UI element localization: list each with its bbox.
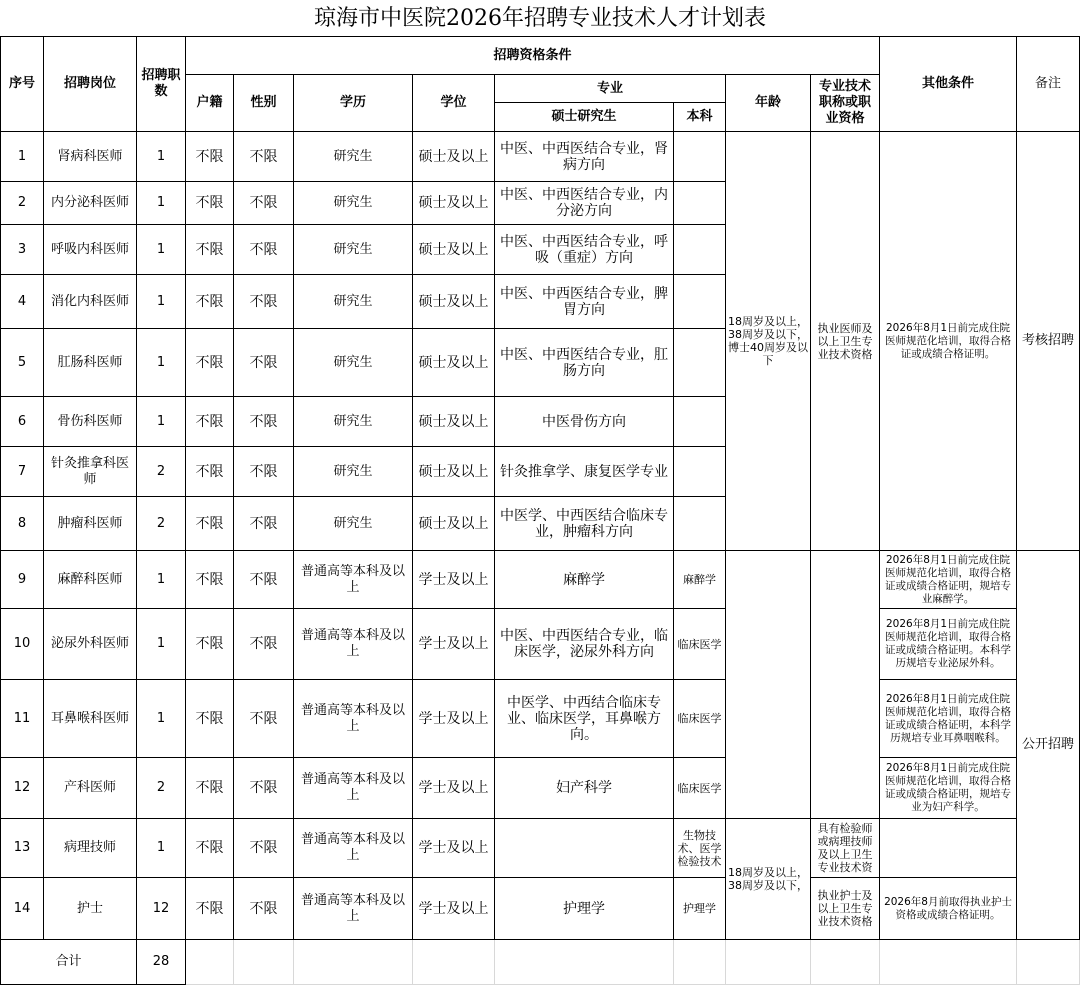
cell-gender: 不限	[234, 182, 294, 225]
cell-bachelor: 临床医学	[674, 758, 726, 819]
header-qualification: 专业技术职称或职业资格	[811, 75, 880, 132]
cell-age-tech-nurse: 18周岁及以上，38周岁及以下，	[726, 819, 811, 940]
empty-cell	[186, 940, 234, 985]
cell-degree: 学士及以上	[413, 819, 495, 878]
cell-qualification-nurse: 执业护士及以上卫生专业技术资格	[811, 878, 880, 940]
cell-gender: 不限	[234, 397, 294, 447]
cell-qualification-doctors-cont	[811, 551, 880, 819]
header-conditions: 招聘资格条件	[186, 37, 880, 75]
cell-count: 1	[137, 225, 186, 275]
cell-hukou: 不限	[186, 758, 234, 819]
cell-education: 普通高等本科及以上	[294, 878, 413, 940]
cell-seq: 14	[1, 878, 44, 940]
cell-bachelor: 临床医学	[674, 609, 726, 680]
cell-major: 中医、中西医结合专业，内分泌方向	[495, 182, 674, 225]
cell-major: 麻醉学	[495, 551, 674, 609]
cell-hukou: 不限	[186, 680, 234, 758]
cell-gender: 不限	[234, 132, 294, 182]
cell-major: 中医学、中西医结合临床专业，肿瘤科方向	[495, 497, 674, 551]
cell-hukou: 不限	[186, 819, 234, 878]
empty-cell	[880, 940, 1017, 985]
header-degree: 学位	[413, 75, 495, 132]
cell-major: 中医、中西医结合专业，肛肠方向	[495, 329, 674, 397]
cell-major	[495, 819, 674, 878]
cell-bachelor	[674, 132, 726, 182]
cell-post: 肿瘤科医师	[44, 497, 137, 551]
empty-cell	[413, 940, 495, 985]
cell-post: 肾病科医师	[44, 132, 137, 182]
empty-cell	[234, 940, 294, 985]
cell-degree: 硕士及以上	[413, 275, 495, 329]
cell-bachelor	[674, 497, 726, 551]
cell-education: 普通高等本科及以上	[294, 680, 413, 758]
cell-major: 妇产科学	[495, 758, 674, 819]
cell-degree: 学士及以上	[413, 878, 495, 940]
cell-education: 普通高等本科及以上	[294, 758, 413, 819]
cell-seq: 9	[1, 551, 44, 609]
cell-seq: 5	[1, 329, 44, 397]
cell-age-doctors-cont	[726, 551, 811, 819]
cell-degree: 学士及以上	[413, 551, 495, 609]
cell-count: 1	[137, 329, 186, 397]
cell-major: 护理学	[495, 878, 674, 940]
cell-bachelor	[674, 447, 726, 497]
cell-seq: 2	[1, 182, 44, 225]
cell-seq: 1	[1, 132, 44, 182]
cell-count: 2	[137, 758, 186, 819]
cell-count: 2	[137, 497, 186, 551]
cell-count: 1	[137, 397, 186, 447]
cell-education: 研究生	[294, 397, 413, 447]
cell-bachelor: 护理学	[674, 878, 726, 940]
cell-bachelor: 临床医学	[674, 680, 726, 758]
table-row	[1, 551, 1080, 609]
cell-degree: 硕士及以上	[413, 497, 495, 551]
cell-bachelor	[674, 329, 726, 397]
cell-seq: 13	[1, 819, 44, 878]
cell-seq: 7	[1, 447, 44, 497]
cell-degree: 硕士及以上	[413, 132, 495, 182]
cell-degree: 硕士及以上	[413, 397, 495, 447]
recruitment-table	[0, 36, 1080, 985]
cell-bachelor: 麻醉学	[674, 551, 726, 609]
empty-cell	[495, 940, 674, 985]
cell-post: 骨伤科医师	[44, 397, 137, 447]
cell-major: 中医、中西医结合专业，呼吸（重症）方向	[495, 225, 674, 275]
header-major: 专业	[495, 75, 726, 103]
table-row	[1, 758, 1080, 819]
cell-hukou: 不限	[186, 551, 234, 609]
cell-education: 研究生	[294, 329, 413, 397]
cell-other-row9: 2026年8月1日前完成住院医师规范化培训，取得合格证或成绩合格证明，规培专业麻醉学。	[880, 551, 1017, 609]
cell-remark-assessment: 考核招聘	[1017, 132, 1080, 551]
cell-seq: 6	[1, 397, 44, 447]
cell-degree: 学士及以上	[413, 680, 495, 758]
header-other: 其他条件	[880, 37, 1017, 132]
cell-post: 内分泌科医师	[44, 182, 137, 225]
cell-qualification-pathology: 具有检验师或病理技师及以上卫生专业技术资	[811, 819, 880, 878]
cell-hukou: 不限	[186, 397, 234, 447]
header-education: 学历	[294, 75, 413, 132]
page-title: 琼海市中医院2026年招聘专业技术人才计划表	[314, 6, 766, 31]
header-seq: 序号	[1, 37, 44, 132]
cell-post: 肛肠科医师	[44, 329, 137, 397]
cell-gender: 不限	[234, 819, 294, 878]
cell-degree: 学士及以上	[413, 609, 495, 680]
cell-other-group: 2026年8月1日前完成住院医师规范化培训，取得合格证或成绩合格证明。	[880, 132, 1017, 551]
cell-gender: 不限	[234, 329, 294, 397]
cell-bachelor	[674, 225, 726, 275]
cell-bachelor	[674, 397, 726, 447]
cell-gender: 不限	[234, 758, 294, 819]
cell-other-row10: 2026年8月1日前完成住院医师规范化培训，取得合格证或成绩合格证明。本科学历规培专业泌尿外科。	[880, 609, 1017, 680]
cell-post: 护士	[44, 878, 137, 940]
empty-cell	[674, 940, 726, 985]
cell-remark-open: 公开招聘	[1017, 551, 1080, 940]
cell-age-doctors: 18周岁及以上，38周岁及以下，博士40周岁及以下	[726, 132, 811, 551]
cell-other-row11: 2026年8月1日前完成住院医师规范化培训，取得合格证或成绩合格证明，本科学历规培专业耳鼻咽喉科。	[880, 680, 1017, 758]
empty-cell	[294, 940, 413, 985]
cell-seq: 3	[1, 225, 44, 275]
cell-post: 泌尿外科医师	[44, 609, 137, 680]
cell-qualification-doctors: 执业医师及以上卫生专业技术资格	[811, 132, 880, 551]
table-row	[1, 680, 1080, 758]
cell-degree: 硕士及以上	[413, 225, 495, 275]
cell-post: 麻醉科医师	[44, 551, 137, 609]
table-row	[1, 819, 1080, 878]
cell-other-row12: 2026年8月1日前完成住院医师规范化培训，取得合格证或成绩合格证明，规培专业为妇产科学。	[880, 758, 1017, 819]
cell-major: 中医、中西医结合专业，临床医学，泌尿外科方向	[495, 609, 674, 680]
cell-gender: 不限	[234, 609, 294, 680]
cell-post: 针灸推拿科医师	[44, 447, 137, 497]
cell-count: 12	[137, 878, 186, 940]
cell-education: 普通高等本科及以上	[294, 551, 413, 609]
cell-seq: 4	[1, 275, 44, 329]
cell-education: 研究生	[294, 275, 413, 329]
cell-education: 研究生	[294, 182, 413, 225]
cell-count: 1	[137, 819, 186, 878]
cell-hukou: 不限	[186, 275, 234, 329]
cell-seq: 11	[1, 680, 44, 758]
cell-bachelor	[674, 275, 726, 329]
table-row	[1, 609, 1080, 680]
cell-gender: 不限	[234, 225, 294, 275]
total-row	[1, 940, 1080, 985]
empty-cell	[811, 940, 880, 985]
cell-count: 1	[137, 132, 186, 182]
cell-education: 研究生	[294, 497, 413, 551]
cell-major: 中医、中西医结合专业，肾病方向	[495, 132, 674, 182]
cell-hukou: 不限	[186, 878, 234, 940]
cell-major: 中医骨伤方向	[495, 397, 674, 447]
cell-degree: 学士及以上	[413, 758, 495, 819]
cell-gender: 不限	[234, 878, 294, 940]
cell-education: 研究生	[294, 132, 413, 182]
cell-hukou: 不限	[186, 225, 234, 275]
cell-hukou: 不限	[186, 447, 234, 497]
cell-hukou: 不限	[186, 132, 234, 182]
cell-post: 呼吸内科医师	[44, 225, 137, 275]
table-row	[1, 878, 1080, 940]
cell-degree: 硕士及以上	[413, 447, 495, 497]
cell-count: 1	[137, 551, 186, 609]
cell-hukou: 不限	[186, 497, 234, 551]
cell-other-row14: 2026年8月前取得执业护士资格或成绩合格证明。	[880, 878, 1017, 940]
cell-gender: 不限	[234, 551, 294, 609]
cell-education: 研究生	[294, 225, 413, 275]
cell-degree: 硕士及以上	[413, 182, 495, 225]
cell-post: 产科医师	[44, 758, 137, 819]
cell-count: 1	[137, 609, 186, 680]
header-age: 年龄	[726, 75, 811, 132]
cell-gender: 不限	[234, 497, 294, 551]
header-post: 招聘岗位	[44, 37, 137, 132]
cell-seq: 8	[1, 497, 44, 551]
cell-post: 耳鼻喉科医师	[44, 680, 137, 758]
cell-degree: 硕士及以上	[413, 329, 495, 397]
cell-count: 2	[137, 447, 186, 497]
cell-seq: 12	[1, 758, 44, 819]
cell-other-row13	[880, 819, 1017, 878]
cell-education: 研究生	[294, 447, 413, 497]
header-gender: 性别	[234, 75, 294, 132]
table-row	[1, 132, 1080, 182]
cell-education: 普通高等本科及以上	[294, 609, 413, 680]
cell-gender: 不限	[234, 275, 294, 329]
cell-hukou: 不限	[186, 609, 234, 680]
cell-count: 1	[137, 680, 186, 758]
total-count: 28	[137, 940, 186, 985]
header-remark: 备注	[1017, 37, 1080, 132]
cell-bachelor: 生物技术、医学检验技术	[674, 819, 726, 878]
cell-seq: 10	[1, 609, 44, 680]
empty-cell	[1017, 940, 1080, 985]
cell-post: 病理技师	[44, 819, 137, 878]
cell-gender: 不限	[234, 680, 294, 758]
cell-bachelor	[674, 182, 726, 225]
header-hukou: 户籍	[186, 75, 234, 132]
cell-post: 消化内科医师	[44, 275, 137, 329]
total-label: 合计	[1, 940, 137, 985]
header-bachelor: 本科	[674, 103, 726, 132]
cell-major: 中医学、中西结合临床专业、临床医学，耳鼻喉方向。	[495, 680, 674, 758]
cell-hukou: 不限	[186, 329, 234, 397]
cell-major: 针灸推拿学、康复医学专业	[495, 447, 674, 497]
empty-cell	[726, 940, 811, 985]
header-master: 硕士研究生	[495, 103, 674, 132]
cell-education: 普通高等本科及以上	[294, 819, 413, 878]
cell-major: 中医、中西医结合专业，脾胃方向	[495, 275, 674, 329]
cell-hukou: 不限	[186, 182, 234, 225]
header-count: 招聘职数	[137, 37, 186, 132]
cell-gender: 不限	[234, 447, 294, 497]
cell-count: 1	[137, 182, 186, 225]
cell-count: 1	[137, 275, 186, 329]
